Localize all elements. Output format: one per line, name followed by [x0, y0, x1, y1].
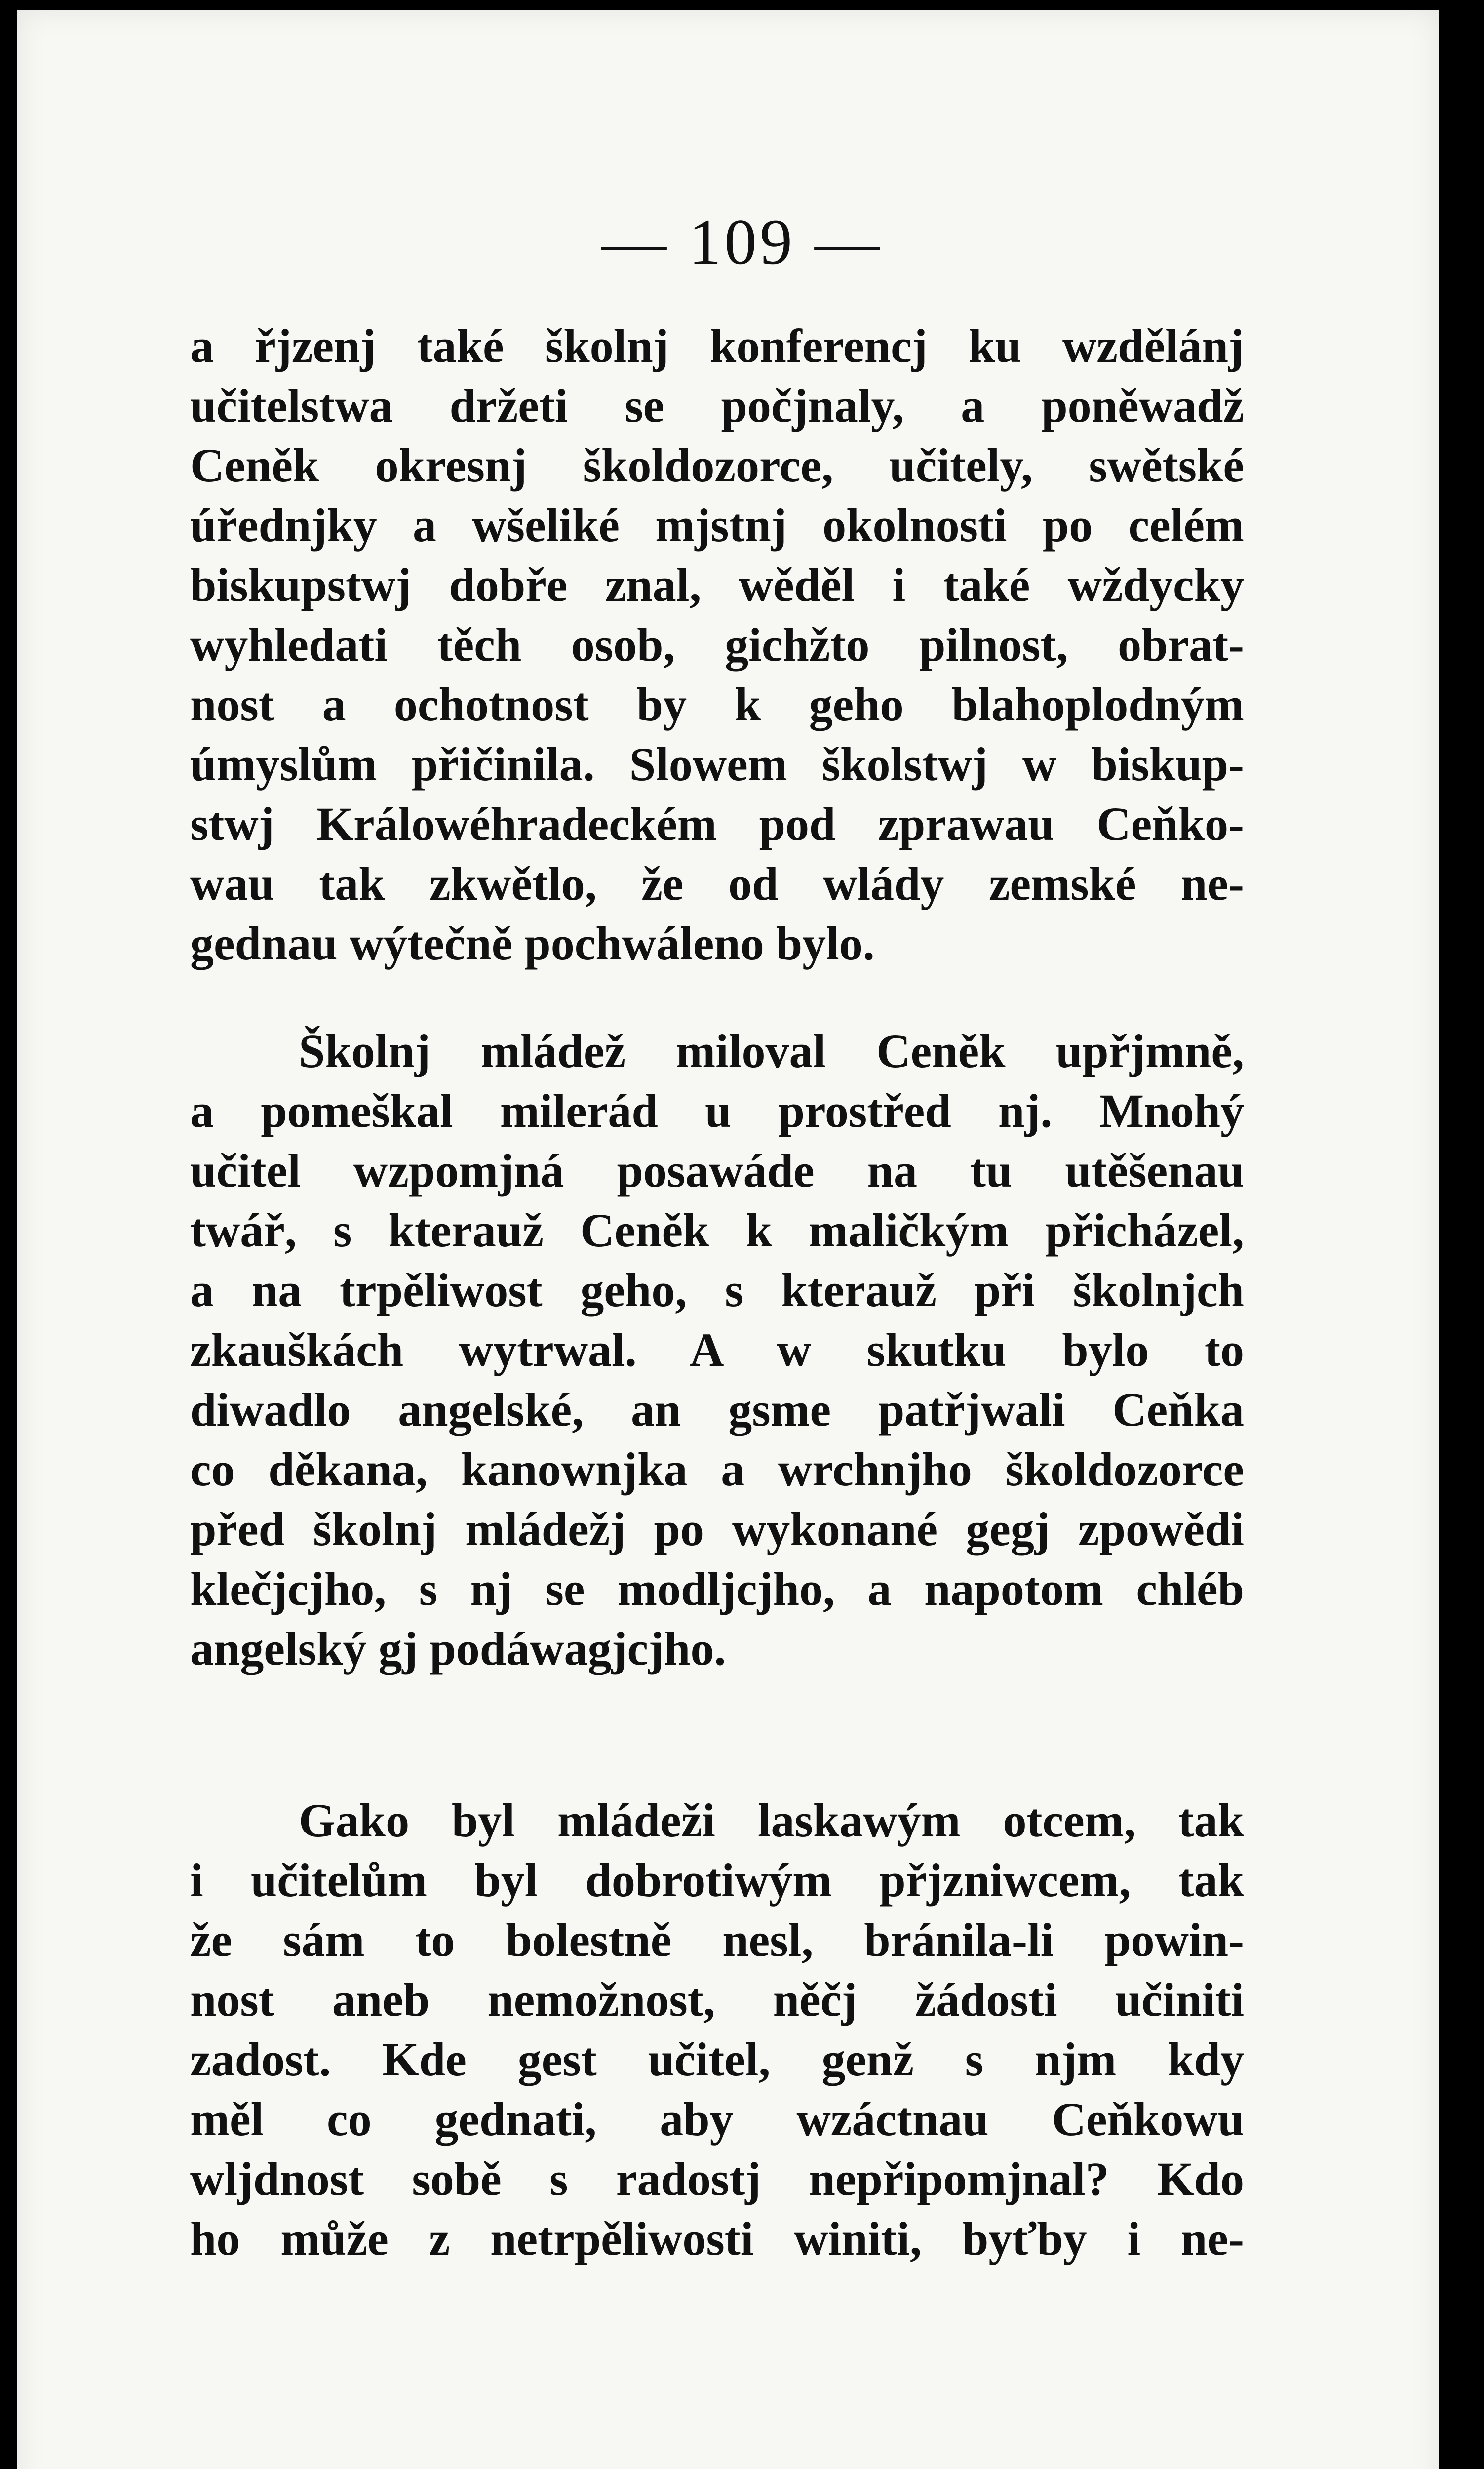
- text-line: zadost. Kde gest učitel, genž s njm kdy: [190, 2033, 1244, 2086]
- text-line: a pomeškal milerád u prostřed nj. Mnohý: [190, 1084, 1244, 1137]
- paragraph-2: [190, 1021, 1244, 1678]
- text-line: že sám to bolestně nesl, bránila-li powin-: [190, 1913, 1244, 1966]
- text-line: měl co gednati, aby wzáctnau Ceňkowu: [190, 2093, 1244, 2146]
- text-line: i učitelům byl dobrotiwým přjzniwcem, tak: [190, 1854, 1244, 1907]
- text-line: učitel wzpomjná posawáde na tu utěšenau: [190, 1144, 1244, 1197]
- text-line: klečjcjho, s nj se modljcjho, a napotom chléb: [190, 1562, 1244, 1615]
- text-line: twář, s kterauž Ceněk k maličkým přicházel,: [190, 1204, 1244, 1257]
- text-line: Ceněk okresnj školdozorce, učitely, swětské: [190, 439, 1244, 492]
- text-line: před školnj mládežj po wykonané gegj zpowědi: [190, 1503, 1244, 1555]
- text-line: wyhledati těch osob, gichžto pilnost, obrat-: [190, 618, 1244, 671]
- text-line: a na trpěliwost geho, s kterauž při školnjch: [190, 1264, 1244, 1316]
- text-line: stwj Králowéhradeckém pod zprawau Ceňko-: [190, 797, 1244, 850]
- text-line: nost a ochotnost by k geho blahoplodným: [190, 678, 1244, 731]
- text-line: nost aneb nemožnost, něčj žádosti učiniti: [190, 1973, 1244, 2026]
- text-line: co děkana, kanownjka a wrchnjho školdozorce: [190, 1443, 1244, 1496]
- text-line: wau tak zkwětlo, že od wlády zemské ne-: [190, 857, 1244, 910]
- text-line: wljdnost sobě s radostj nepřipomjnal? Kdo: [190, 2152, 1244, 2205]
- text-line: ho může z netrpěliwosti winiti, byťby i ne-: [190, 2212, 1244, 2265]
- page-number: — 109 —: [601, 205, 883, 278]
- text-line: biskupstwj dobře znal, wěděl i také wždycky: [190, 558, 1244, 611]
- page-body: [190, 316, 1244, 2269]
- text-line: a řjzenj také školnj konferencj ku wzdělánj: [190, 319, 1244, 372]
- text-line: Gako byl mládeži laskawým otcem, tak: [299, 1794, 1244, 1847]
- text-line: gednau wýtečně pochwáleno bylo.: [190, 917, 875, 970]
- text-line: učitelstwa držeti se počjnaly, a poněwadž: [190, 379, 1244, 432]
- text-line: angelský gj podáwagjcjho.: [190, 1622, 726, 1675]
- paragraph-1: [190, 316, 1244, 973]
- text-line: Školnj mládež miloval Ceněk upřjmně,: [299, 1025, 1244, 1077]
- text-line: diwadlo angelské, an gsme patřjwali Ceňka: [190, 1383, 1244, 1436]
- text-line: úřednjky a wšeliké mjstnj okolnosti po celém: [190, 499, 1244, 552]
- text-line: úmyslům přičinila. Slowem školstwj w biskup-: [190, 738, 1244, 791]
- paragraph-3: [190, 1791, 1244, 2269]
- text-line: zkauškách wytrwal. A w skutku bylo to: [190, 1323, 1244, 1376]
